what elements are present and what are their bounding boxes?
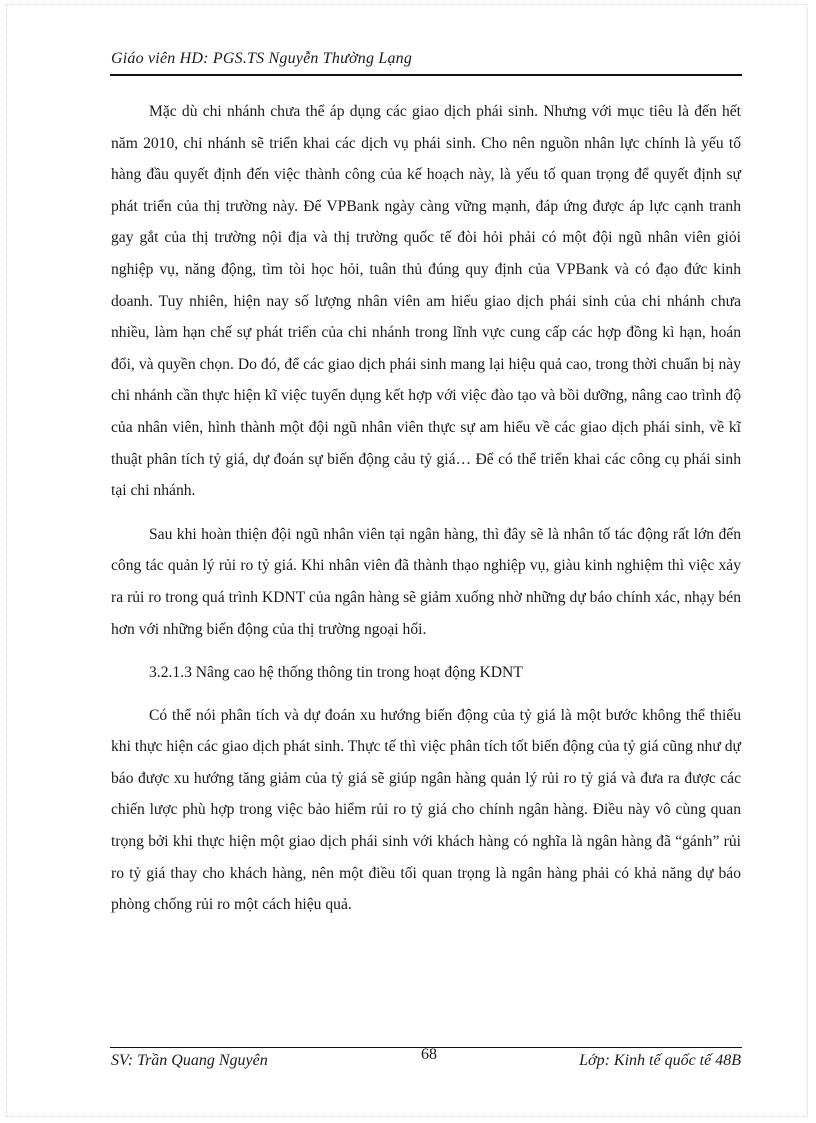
footer-class: Lớp: Kinh tế quốc tế 48B [579,1052,741,1069]
page-footer [111,1046,741,1072]
footer-student: SV: Trần Quang Nguyên [111,1052,268,1069]
page-number: 68 [421,1046,437,1063]
document-body [111,96,741,933]
paragraph: Sau khi hoàn thiện đội ngũ nhân viên tại ngân hàng, thì đây sẽ là nhân tố tác động rất lớn đến công tác quản lý rủi ro tỷ giá. Khi nhân viên đã thành thạo nghiệp vụ, giàu kinh nghiệm thì việc xảy ra rủi ro trong quá trình KDNT của ngân hàng sẽ giảm xuống nhờ những dự báo chính xác, nhạy bén hơn với những biến động của thị trường ngoại hối. [111,525,741,638]
paragraph: Có thể nói phân tích và dự đoán xu hướng biến động của tỷ giá là một bước không thể thiếu khi thực hiện các giao dịch phát sinh. Thực tế thì việc phân tích tốt biến động của tỷ giá cũng như dự báo được xu hướng tăng giảm của tỷ giá sẽ giúp ngân hàng quản lý rủi ro tỷ giá và đưa ra được các chiến lược phù hợp trong việc bảo hiểm rủi ro tỷ giá cho chính ngân hàng. Điều này vô cùng quan trọng bởi khi thực hiện một giao dịch phái sinh với khách hàng có nghĩa là ngân hàng đã “gánh” rủi ro tỷ giá thay cho khách hàng, nên một điều tối quan trọng là ngân hàng phải có khả năng dự báo phòng chống rủi ro một cách hiệu quả. [111,706,741,914]
header-rule [110,74,742,76]
section-heading: 3.2.1.3 Nâng cao hệ thống thông tin trong hoạt động KDNT [149,664,523,682]
paragraph: Mặc dù chi nhánh chưa thể áp dụng các giao dịch phái sinh. Nhưng với mục tiêu là đến hết năm 2010, chi nhánh sẽ triển khai các dịch vụ phái sinh. Cho nên nguồn nhân lực chính là yếu tố hàng đầu quyết định đến việc thành công của kế hoạch này, là yếu tố quan trọng để quyết định sự phát triển của thị trường này. Để VPBank ngày càng vững mạnh, đáp ứng được áp lực cạnh tranh gay gắt của thị trường nội địa và thị trường quốc tế đòi hỏi phải có một đội ngũ nhân viên giỏi nghiệp vụ, năng động, tìm tòi học hỏi, tuân thủ đúng quy định của VPBank và có đạo đức kinh doanh. Tuy nhiên, hiện nay số lượng nhân viên am hiểu giao dịch phái sinh của chi nhánh chưa nhiều, làm hạn chế sự phát triển của chi nhánh trong lĩnh vực cung cấp các hợp đồng kì hạn, hoán đổi, và quyền chọn. Do đó, để các giao dịch phái sinh mang lại hiệu quả cao, trong thời chuẩn bị này chi nhánh cần thực hiện kĩ việc tuyển dụng kết hợp với việc đào tạo và bồi dưỡng, nâng cao trình độ của nhân viên, hình thành một đội ngũ nhân viên thực sự am hiểu về các giao dịch phái sinh, về kĩ thuật phân tích tỷ giá, dự đoán sự biến động cảu tỷ giá… Để có thể triển khai các công cụ phái sinh tại chi nhánh. [111,103,741,500]
page-header: Giáo viên HD: PGS.TS Nguyễn Thường Lạng [111,50,413,67]
